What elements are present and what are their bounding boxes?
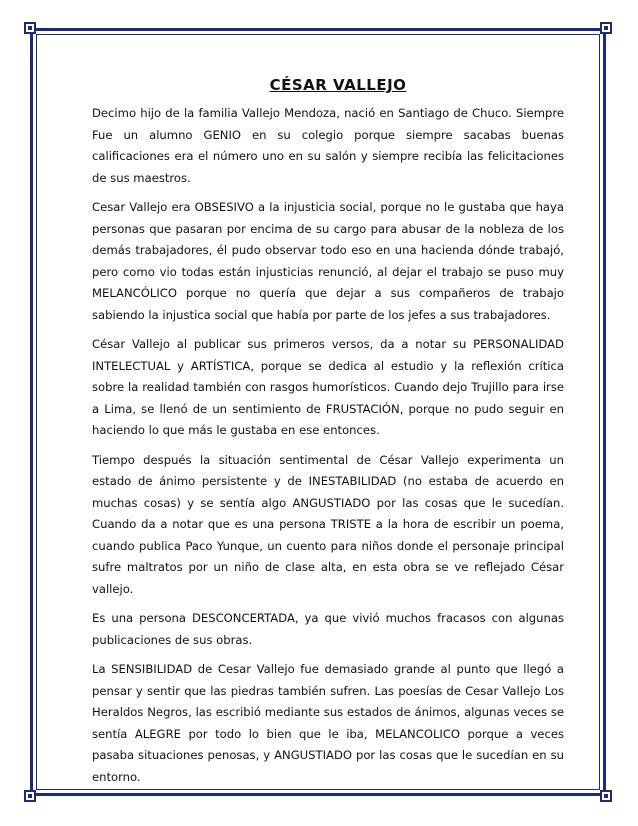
paragraph-obsesivo: Cesar Vallejo era OBSESIVO a la injusticia social, porque no le gustaba que haya personas que pasaran por encima de su cargo para abusar de la nobleza de los demás trabajadores, él pudo observar todo eso en una hacienda dónde trabajó, pero como vio todas están injusticias renunció, al dejar el trabajo se puso muy MELANCÓLICO porque no quería que dejar a sus compañeros de trabajo sabiendo la injustica social que había por parte de los jefes a sus trabajadores.	[92, 200, 564, 322]
corner-ornament-top-left	[24, 22, 36, 34]
paragraph-intro: Decimo hijo de la familia Vallejo Mendoza, nació en Santiago de Chuco. Siempre Fue un alumno GENIO en su colegio porque siempre sacabas buenas calificaciones era el número uno en su salón y siempre recibía las felicitaciones de sus maestros.	[92, 106, 564, 185]
paragraph-sensibilidad: La SENSIBILIDAD de Cesar Vallejo fue demasiado grande al punto que llegó a pensar y sentir que las piedras también sufren. Las poesías de Cesar Vallejo Los Heraldos Negros, las escribió mediante sus estados de ánimos, algunas veces se sentía ALEGRE por todo lo bien que le iba, MELANCOLICO porque a veces pasaba situaciones penosas, y ANGUSTIADO por las cosas que le sucedían en su entorno.	[92, 662, 564, 784]
corner-ornament-top-right	[600, 22, 612, 34]
paragraph-personalidad: César Vallejo al publicar sus primeros versos, da a notar su PERSONALIDAD INTELECTUAL y ARTÍSTICA, porque se dedica al estudio y la reflexión crítica sobre la realidad también con rasgos humorísticos. Cuando dejo Trujillo para irse a Lima, se llenó de un sentimiento de FRUSTACIÓN, porque no pudo seguir en haciendo lo que más le gustaba en ese entonces.	[92, 337, 564, 437]
corner-ornament-bottom-right	[600, 790, 612, 802]
corner-ornament-bottom-left	[24, 790, 36, 802]
page-title: CÉSAR VALLEJO	[269, 76, 407, 94]
paragraph-desconcertada: Es una persona DESCONCERTADA, ya que vivió muchos fracasos con algunas publicaciones de sus obras.	[92, 611, 564, 647]
paragraph-inestabilidad: Tiempo después la situación sentimental de César Vallejo experimenta un estado de ánimo persistente y de INESTABILIDAD (no estaba de acuerdo en muchas cosas) y se sentía algo ANGUSTIADO por las cosas que le sucedían. Cuando da a notar que es una persona TRISTE a la hora de escribir un poema, cuando publica Paco Yunque, un cuento para niños donde el personaje principal sufre maltratos por un niño de clase alta, en esta obra se ve reflejado César vallejo.	[92, 452, 564, 596]
document-body	[92, 76, 564, 796]
